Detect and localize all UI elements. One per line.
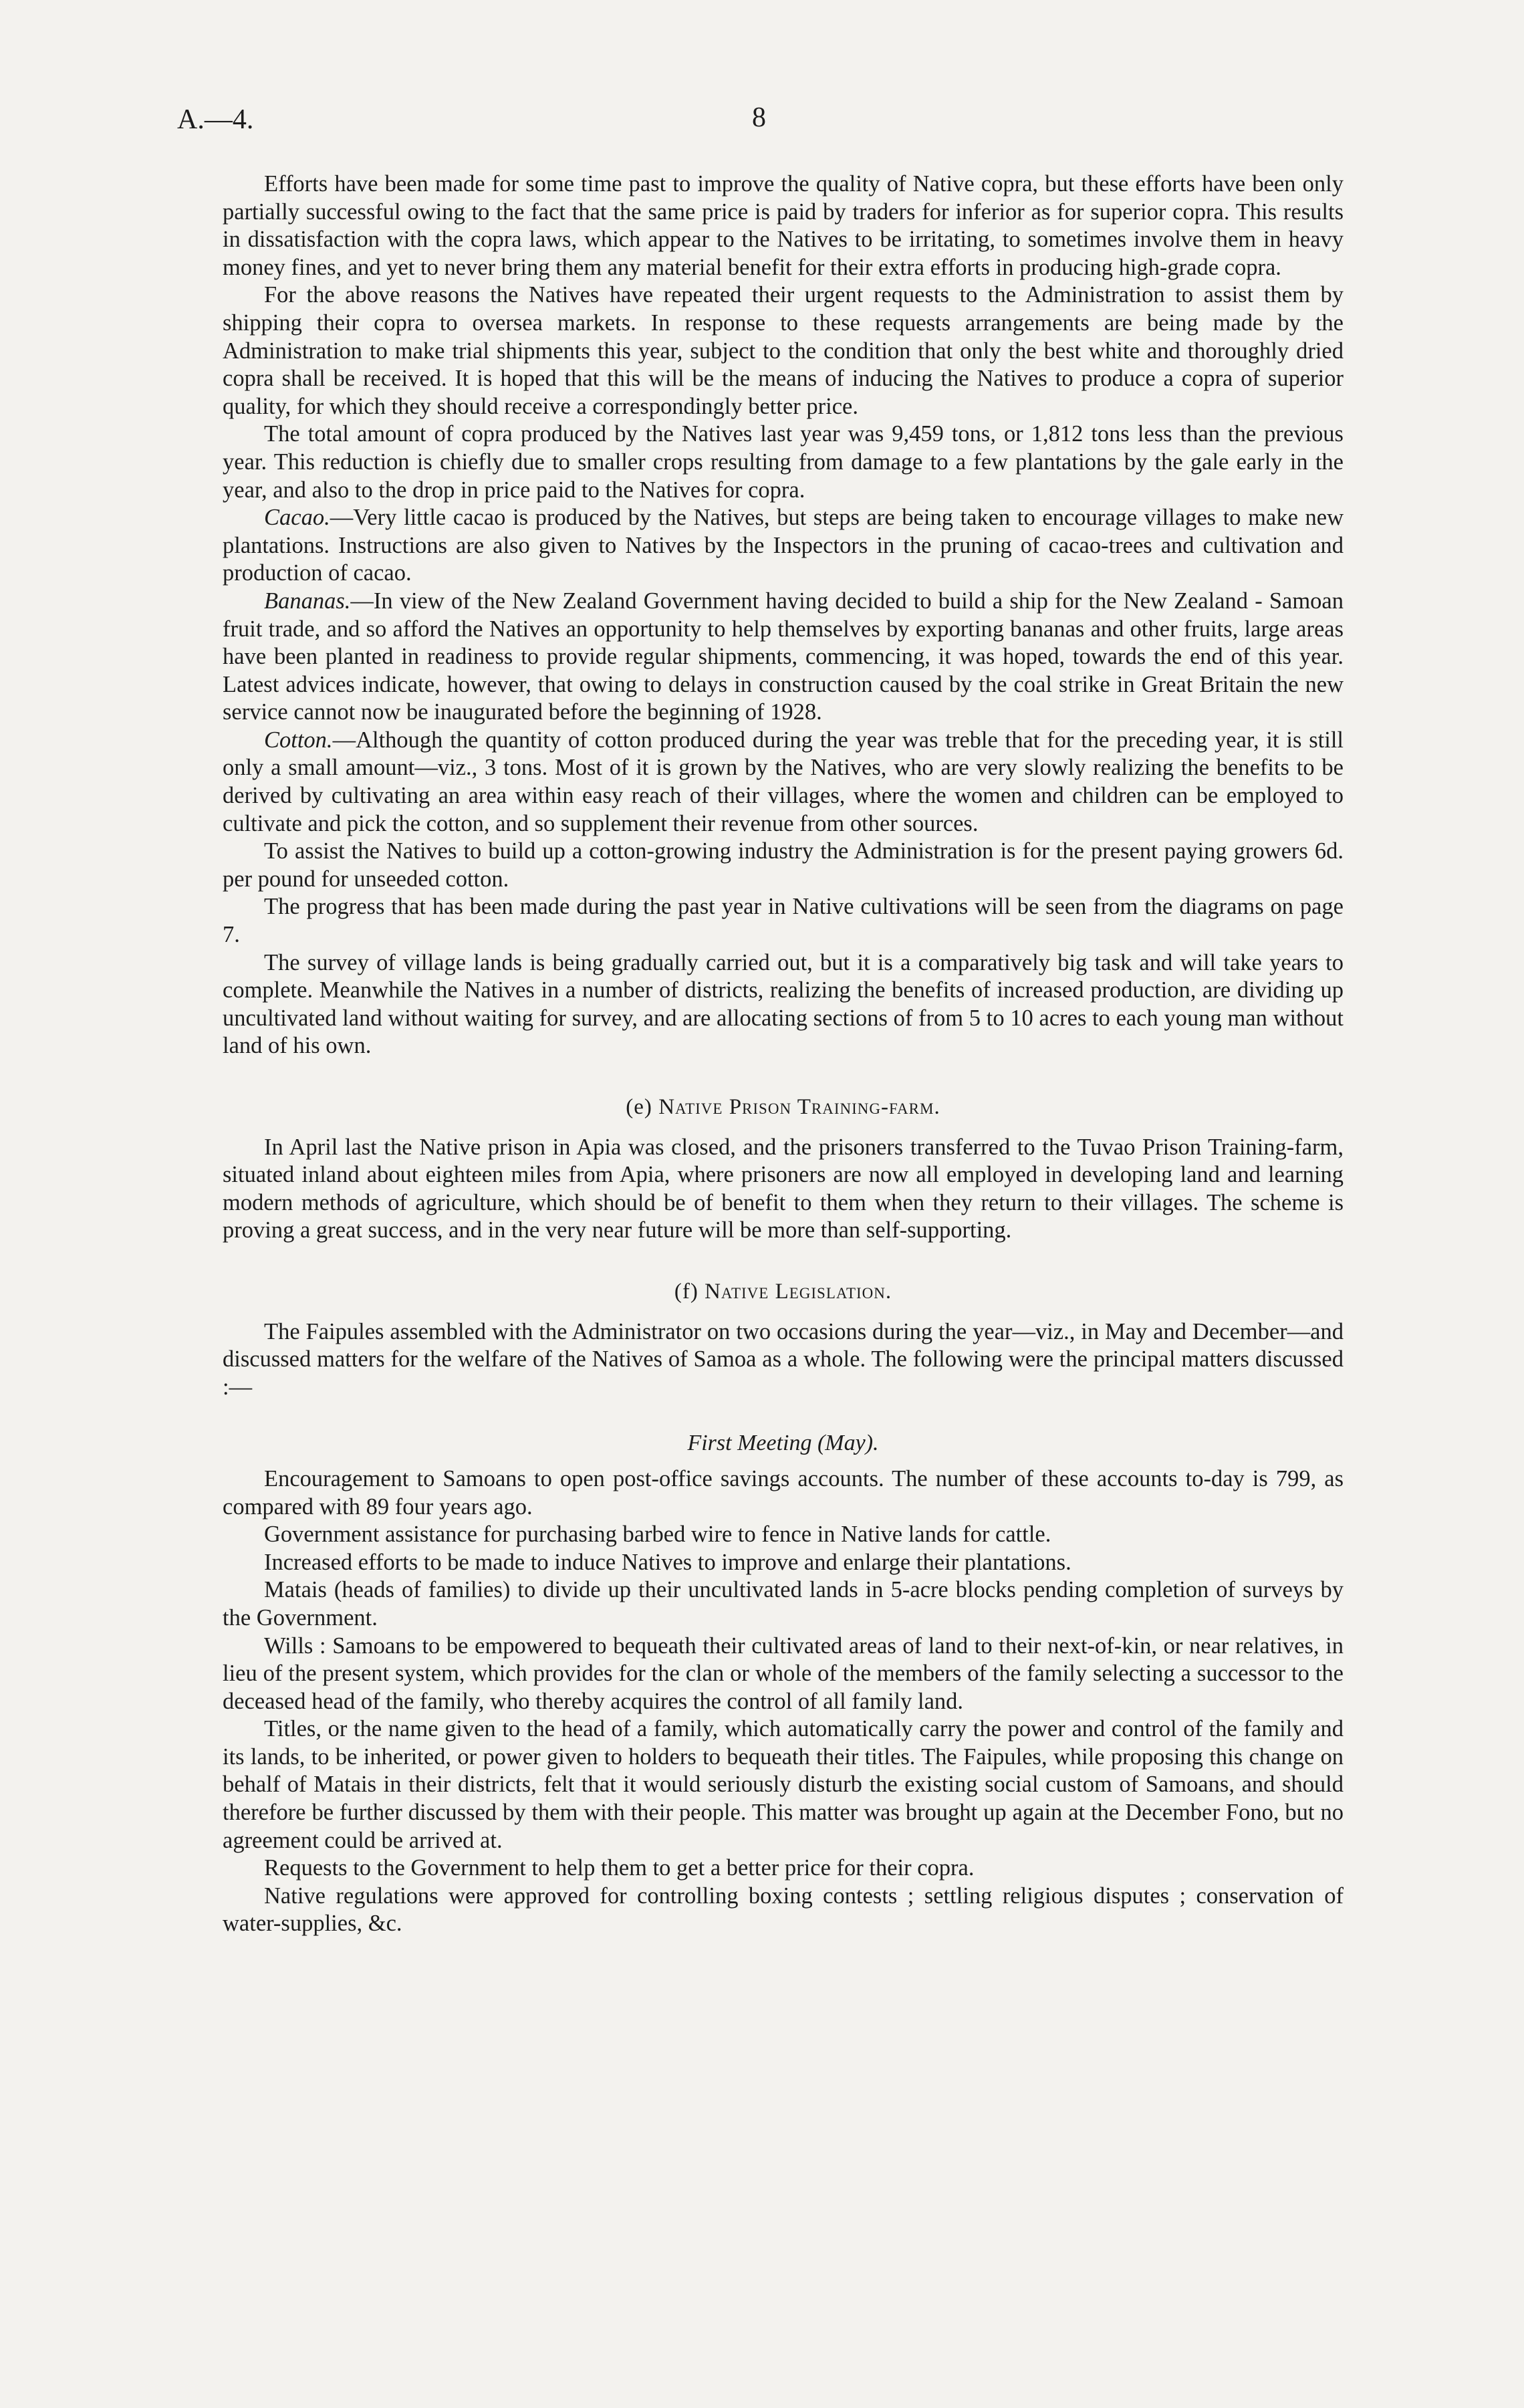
document-body bbox=[223, 170, 1344, 1938]
list-item: Native regulations were approved for controlling boxing contests ; settling religious disputes ; conservation of water-supplies, &c. bbox=[223, 1883, 1344, 1937]
cotton-paragraph bbox=[223, 727, 1344, 838]
first-meeting-heading: First Meeting (May). bbox=[687, 1431, 879, 1456]
list-item: Titles, or the name given to the head of a family, which automatically carry the power and control of the family and its lands, to be inherited, or power given to holders to bequeath their titles. The Faipules, while proposing this change on behalf of Matais in their districts, felt that it would seriously disturb the existing social custom of Samoans, and should therefore be further discussed by them with their people. This matter was brought up again at the December Fono, but no agreement could be arrived at. bbox=[223, 1716, 1344, 1853]
cacao-lead: Cacao. bbox=[264, 505, 330, 531]
list-item: Government assistance for purchasing barbed wire to fence in Native lands for cattle. bbox=[264, 1522, 1051, 1548]
cacao-paragraph bbox=[223, 504, 1344, 588]
paragraph: The total amount of copra produced by the Natives last year was 9,459 tons, or 1,812 tons less than the previous year. This reduction is chiefly due to smaller crops resulting from damage to a few plantations by the gale early in the year, and also to the drop in price paid to the Natives for copra. bbox=[223, 421, 1344, 503]
list-item: Requests to the Government to help them to get a better price for their copra. bbox=[264, 1855, 975, 1881]
section-f-label: (f) bbox=[674, 1279, 698, 1304]
cotton-text: —Although the quantity of cotton produced during the year was treble that for the preceding year, it is still only a small amount—viz., 3 tons. Most of it is grown by the Natives, who are very slowly realizing the benefits to be derived by cultivating an area within easy reach of their villages, where the women and children can be employed to cultivate and pick the cotton, and so supplement their revenue from other sources. bbox=[223, 727, 1344, 836]
paragraph: Efforts have been made for some time past to improve the quality of Native copra, but these efforts have been only partially successful owing to the fact that the same price is paid by traders for inferior as for superior copra. This results in dissatisfaction with the copra laws, which appear to the Natives to be irritating, to sometimes involve them in heavy money fines, and yet to never bring them any material benefit for their extra efforts in producing high-grade copra. bbox=[223, 171, 1344, 280]
list-item: Increased efforts to be made to induce Natives to improve and enlarge their plantations. bbox=[264, 1549, 1071, 1575]
cacao-text: —Very little cacao is produced by the Natives, but steps are being taken to encourage villages to make new plantations. Instructions are also given to Natives by the Inspectors in the pruning of cacao-trees and cultivation and production of cacao. bbox=[223, 505, 1344, 586]
list-item: Wills : Samoans to be empowered to bequeath their cultivated areas of land to their next-of-kin, or near relatives, in lieu of the present system, which provides for the clan or whole of the members of the family selecting a successor to the deceased head of the family, who thereby acquires the control of all family land. bbox=[223, 1633, 1344, 1714]
paragraph: In April last the Native prison in Apia was closed, and the prisoners transferred to the Tuvao Prison Training-farm, situated inland about eighteen miles from Apia, where prisoners are now all employed in developing land and learning modern methods of agriculture, which should be of benefit to them when they return to their villages. The scheme is proving a great success, and in the very near future will be more than self-supporting. bbox=[223, 1134, 1344, 1243]
list-item: Encouragement to Samoans to open post-office savings accounts. The number of these accounts to-day is 799, as compared with 89 four years ago. bbox=[223, 1465, 1344, 1520]
paragraph: The survey of village lands is being gradually carried out, but it is a comparatively big task and will take years to complete. Meanwhile the Natives in a number of districts, realizing the benefits of increased production, are dividing up uncultivated land without waiting for survey, and are allocating sections of from 5 to 10 acres to each young man without land of his own. bbox=[223, 949, 1344, 1059]
cotton-lead: Cotton. bbox=[264, 727, 333, 753]
paragraph: The progress that has been made during the past year in Native cultivations will be seen from the diagrams on page 7. bbox=[223, 894, 1344, 948]
list-item: Matais (heads of families) to divide up their uncultivated lands in 5-acre blocks pending completion of surveys by the Government. bbox=[223, 1577, 1344, 1631]
section-e-label: (e) bbox=[626, 1095, 652, 1119]
page-number: 8 bbox=[752, 102, 766, 133]
paragraph: The Faipules assembled with the Administrator on two occasions during the year—viz., in May and December—and discussed matters for the welfare of the Natives of Samoa as a whole. The following were the principal matters discussed :— bbox=[223, 1318, 1344, 1400]
document-reference: A.—4. bbox=[177, 104, 254, 135]
section-f-heading bbox=[223, 1278, 1344, 1306]
section-e-title: Native Prison Training-farm. bbox=[658, 1095, 940, 1119]
section-f-title: Native Legislation. bbox=[705, 1279, 892, 1304]
bananas-paragraph bbox=[223, 588, 1344, 727]
paragraph: To assist the Natives to build up a cotton-growing industry the Administration is for the present paying growers 6d. per pound for unseeded cotton. bbox=[223, 838, 1344, 892]
bananas-text: —In view of the New Zealand Government having decided to build a ship for the New Zealand - Samoan fruit trade, and so afford the Natives an opportunity to help themselves by exporting bananas and other fruits, large areas have been planted in readiness to provide regular shipments, commencing, it was hoped, towards the end of this year. Latest advices indicate, however, that owing to delays in construction caused by the coal strike in Great Britain the new service cannot now be inaugurated before the beginning of 1928. bbox=[223, 588, 1344, 725]
section-e-heading bbox=[223, 1094, 1344, 1122]
paragraph: For the above reasons the Natives have repeated their urgent requests to the Administration to assist them by shipping their copra to oversea markets. In response to these requests arrangements are being made by the Administration to make trial shipments this year, subject to the condition that only the best white and thoroughly dried copra shall be received. It is hoped that this will be the means of inducing the Natives to produce a copra of superior quality, for which they should receive a correspondingly better price. bbox=[223, 282, 1344, 419]
bananas-lead: Bananas. bbox=[264, 588, 351, 614]
